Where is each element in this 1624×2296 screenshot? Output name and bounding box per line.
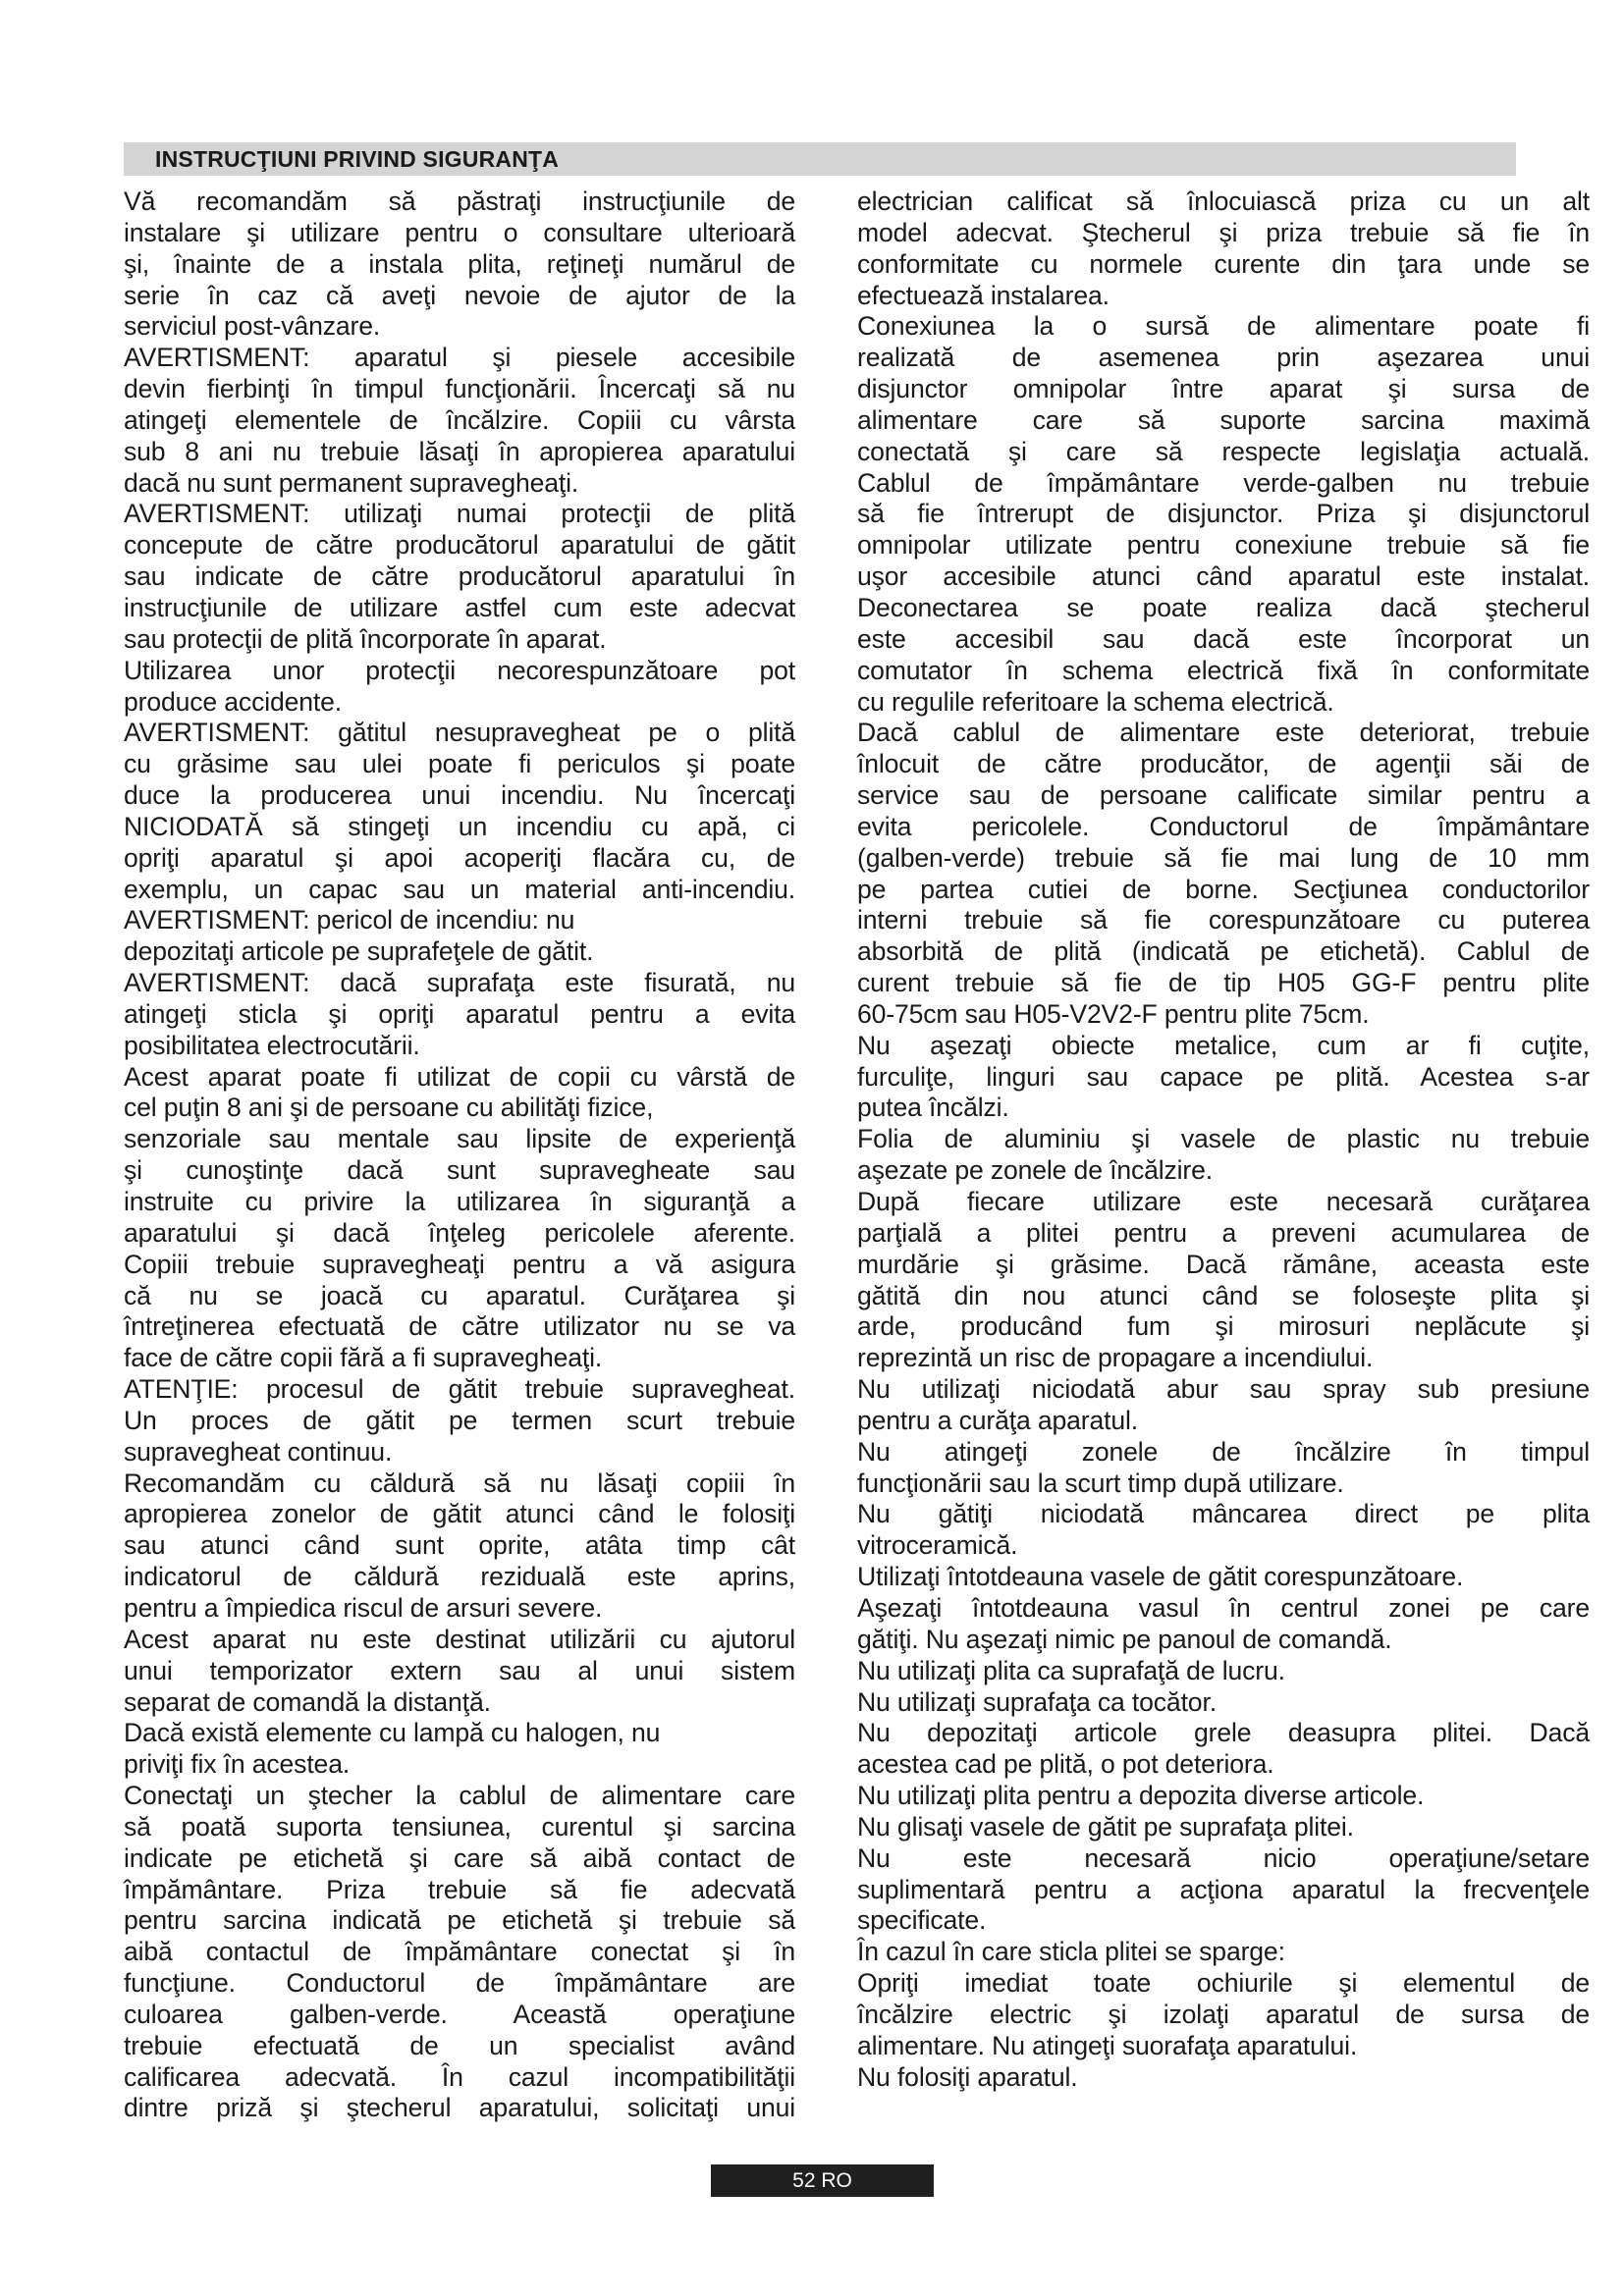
- text-line: priviţi fix în acestea.: [124, 1749, 351, 1780]
- text-line: aparatului şi dacă înţeleg pericolele aferente.: [124, 1217, 795, 1248]
- text-line: sau protecţii de plită încorporate în aparat.: [124, 623, 607, 654]
- text-line: Nu aşezaţi obiecte metalice, cum ar fi cuţite,: [857, 1030, 1590, 1060]
- text-line: electrician calificat să înlocuiască priza cu un alt: [857, 187, 1590, 216]
- text-line: specificate.: [857, 1905, 987, 1936]
- text-line: realizată de asemenea prin aşezarea unui: [857, 343, 1590, 373]
- text-line: atingeţi elementele de încălzire. Copiii cu vârsta: [124, 404, 795, 435]
- text-line: AVERTISMENT: gătitul nesupravegheat pe o plită: [124, 718, 795, 748]
- text-line: acestea cad pe plită, o pot deteriora.: [857, 1749, 1274, 1780]
- text-line: omnipolar utilizate pentru conexiune trebuie să fie: [857, 530, 1590, 561]
- text-line: model adecvat. Ştecherul şi priza trebuie să fie în: [857, 217, 1590, 247]
- text-line: curent trebuie să fie de tip H05 GG-F pentru plite: [857, 968, 1590, 998]
- text-line: AVERTISMENT: dacă suprafaţa este fisurată, nu: [124, 968, 795, 998]
- text-line: apropierea zonelor de gătit atunci când le folosiţi: [124, 1499, 795, 1529]
- text-line: Dacă cablul de alimentare este deteriorat, trebuie: [857, 718, 1590, 748]
- text-line: exemplu, un capac sau un material anti-incendiu.: [124, 874, 795, 904]
- text-line: posibilitatea electrocutării.: [124, 1030, 420, 1060]
- text-line: reprezintă un risc de propagare a incendiului.: [857, 1343, 1374, 1373]
- text-line: devin fierbinţi în timpul funcţionării. Încercaţi să nu: [124, 374, 795, 404]
- text-line: Vă recomandăm să păstraţi instrucţiunile de: [124, 187, 795, 216]
- text-line: Opriţi imediat toate ochiurile şi elementul de: [857, 1968, 1590, 1999]
- text-line: absorbită de plită (indicată pe etichetă). Cablul de: [857, 936, 1590, 967]
- text-line: senzoriale sau mentale sau lipsite de experienţă: [124, 1124, 795, 1154]
- text-line: Utilizarea unor protecţii necorespunzătoare pot: [124, 655, 795, 685]
- text-line: ATENŢIE: procesul de gătit trebuie supravegheat.: [124, 1374, 795, 1405]
- text-line: funcţionării sau la scurt timp după utilizare.: [857, 1468, 1344, 1498]
- text-line: aibă contactul de împământare conectat şi în: [124, 1937, 795, 1967]
- text-line: separat de comandă la distanţă.: [124, 1686, 491, 1717]
- text-line: serie în caz că aveţi nevoie de ajutor de la: [124, 280, 795, 310]
- text-line: În cazul în care sticla plitei se sparge:: [857, 1937, 1285, 1967]
- text-line: Nu utilizaţi suprafaţa ca tocător.: [857, 1686, 1217, 1717]
- text-line: întreţinerea efectuată de către utilizator nu se va: [124, 1311, 795, 1342]
- text-line: cu regulile referitoare la schema electrică.: [857, 686, 1334, 717]
- text-line: uşor accesibile atunci când aparatul este instalat.: [857, 561, 1590, 592]
- text-line: unui temporizator extern sau al unui sistem: [124, 1655, 795, 1685]
- text-line: comutator în schema electrică fixă în conformitate: [857, 655, 1590, 685]
- text-line: supravegheat continuu.: [124, 1436, 393, 1467]
- text-line: gătită din nou atunci când se foloseşte plita şi: [857, 1280, 1590, 1310]
- text-line: pentru sarcina indicată pe etichetă şi trebuie să: [124, 1905, 795, 1936]
- text-line: arde, producând fum şi mirosuri neplăcute şi: [857, 1311, 1590, 1342]
- text-line: Nu este necesară nicio operaţiune/setare: [857, 1842, 1590, 1873]
- text-line: opriţi aparatul şi apoi acoperiţi flacăra cu, de: [124, 842, 795, 873]
- text-line: calificarea adecvată. În cazul incompatibilităţii: [124, 2061, 795, 2092]
- text-line: pentru a împiedica riscul de arsuri severe.: [124, 1592, 603, 1623]
- text-line: încălzire electric şi izolaţi aparatul de sursa de: [857, 1999, 1590, 2029]
- text-line: cel puţin 8 ani şi de persoane cu abilităţi fizice,: [124, 1093, 654, 1123]
- text-line: Conectaţi un ştecher la cablul de alimentare care: [124, 1781, 795, 1811]
- text-line: Aşezaţi întotdeauna vasul în centrul zonei pe care: [857, 1592, 1590, 1623]
- text-line: şi cunoştinţe dacă sunt supravegheate sau: [124, 1155, 795, 1186]
- text-line: atingeţi sticla şi opriţi aparatul pentru a evita: [124, 998, 795, 1029]
- text-line: culoarea galben-verde. Această operaţiune: [124, 1999, 795, 2029]
- text-line: Un proces de gătit pe termen scurt trebuie: [124, 1405, 795, 1435]
- text-line: conectată şi care să respecte legislaţia actuală.: [857, 436, 1590, 466]
- section-title: INSTRUCŢIUNI PRIVIND SIGURANŢA: [155, 146, 560, 172]
- text-line: Nu gătiţi niciodată mâncarea direct pe plita: [857, 1499, 1590, 1529]
- text-line: vitroceramică.: [857, 1530, 1018, 1561]
- text-line: murdărie şi grăsime. Dacă rămâne, aceasta este: [857, 1249, 1590, 1279]
- text-line: Nu depozitaţi articole grele deasupra plitei. Dacă: [857, 1718, 1590, 1748]
- text-line: NICIODATĂ să stingeţi un incendiu cu apă, ci: [124, 811, 795, 841]
- text-line: împământare. Priza trebuie să fie adecvată: [124, 1874, 795, 1904]
- page-number: 52 RO: [792, 2169, 852, 2192]
- text-line: AVERTISMENT: pericol de incendiu: nu: [124, 905, 575, 935]
- text-line: este accesibil sau dacă este încorporat un: [857, 623, 1590, 654]
- text-line: gătiţi. Nu aşezaţi nimic pe panoul de comandă.: [857, 1624, 1392, 1654]
- text-line: Nu atingeţi zonele de încălzire în timpul: [857, 1436, 1590, 1467]
- text-line: alimentare. Nu atingeţi suorafaţa aparatului.: [857, 2030, 1358, 2060]
- text-line: Nu folosiţi aparatul.: [857, 2061, 1078, 2092]
- text-line: AVERTISMENT: utilizaţi numai protecţii de plită: [124, 499, 795, 529]
- text-line: (galben-verde) trebuie să fie mai lung de 10 mm: [857, 842, 1590, 873]
- text-line: cu grăsime sau ulei poate fi periculos şi poate: [124, 749, 795, 779]
- page-number-bar: [711, 2164, 934, 2197]
- text-line: aşezate pe zonele de încălzire.: [857, 1155, 1213, 1186]
- text-line: Copiii trebuie supravegheaţi pentru a vă asigura: [124, 1249, 795, 1279]
- text-line: Nu utilizaţi plita pentru a depozita diverse articole.: [857, 1781, 1425, 1811]
- text-line: instruite cu privire la utilizarea în siguranţă a: [124, 1187, 795, 1216]
- text-line: sub 8 ani nu trebuie lăsaţi în apropierea aparatului: [124, 436, 795, 466]
- text-line: Acest aparat nu este destinat utilizării cu ajutorul: [124, 1624, 795, 1654]
- text-line: alimentare care să suporte sarcina maximă: [857, 404, 1590, 435]
- text-line: service sau de persoane calificate similar pentru a: [857, 780, 1590, 811]
- text-line: face de către copii fără a fi supravegheaţi.: [124, 1343, 603, 1373]
- text-line: sau indicate de către producătorul aparatului în: [124, 561, 795, 592]
- text-line: înlocuit de către producător, de agenţii săi de: [857, 749, 1590, 779]
- text-line: şi, înainte de a instala plita, reţineţi numărul de: [124, 248, 795, 279]
- text-line: suplimentară pentru a acţiona aparatul la frecvenţele: [857, 1874, 1590, 1904]
- text-line: evita pericolele. Conductorul de împământare: [857, 811, 1590, 841]
- right-text-column: [857, 187, 1590, 2093]
- text-line: că nu se joacă cu aparatul. Curăţarea şi: [124, 1280, 795, 1310]
- text-line: Dacă există elemente cu lampă cu halogen, nu: [124, 1718, 661, 1748]
- text-line: indicate pe etichetă şi care să aibă contact de: [124, 1842, 795, 1873]
- section-header-bar: [124, 142, 1516, 176]
- text-line: Utilizaţi întotdeauna vasele de gătit corespunzătoare.: [857, 1562, 1464, 1592]
- text-line: depozitaţi articole pe suprafeţele de gătit.: [124, 936, 594, 967]
- text-line: dintre priză şi ştecherul aparatului, solicitaţi unui: [124, 2093, 795, 2123]
- text-line: Recomandăm cu căldură să nu lăsaţi copiii în: [124, 1468, 795, 1498]
- text-line: efectuează instalarea.: [857, 280, 1110, 310]
- text-line: instrucţiunile de utilizare astfel cum este adecvat: [124, 592, 795, 622]
- text-line: 60-75cm sau H05-V2V2-F pentru plite 75cm.: [857, 998, 1370, 1029]
- text-line: disjunctor omnipolar între aparat şi sursa de: [857, 374, 1590, 404]
- text-line: Cablul de împământare verde-galben nu trebuie: [857, 467, 1590, 498]
- text-line: indicatorul de căldură reziduală este aprins,: [124, 1562, 795, 1592]
- text-line: serviciul post-vânzare.: [124, 311, 381, 342]
- text-line: După fiecare utilizare este necesară curăţarea: [857, 1187, 1590, 1216]
- text-line: să poată suporta tensiunea, curentul şi sarcina: [124, 1811, 795, 1842]
- text-line: Acest aparat poate fi utilizat de copii cu vârstă de: [124, 1061, 795, 1092]
- text-line: Nu glisaţi vasele de gătit pe suprafaţa plitei.: [857, 1811, 1354, 1842]
- text-line: trebuie efectuată de un specialist având: [124, 2030, 795, 2060]
- text-line: Nu utilizaţi niciodată abur sau spray sub presiune: [857, 1374, 1590, 1405]
- text-line: concepute de către producătorul aparatului de gătit: [124, 530, 795, 561]
- text-line: să fie întrerupt de disjunctor. Priza şi disjunctorul: [857, 499, 1590, 529]
- text-line: pe partea cutiei de borne. Secţiunea conductorilor: [857, 874, 1590, 904]
- text-line: dacă nu sunt permanent supravegheaţi.: [124, 467, 579, 498]
- text-line: pentru a curăţa aparatul.: [857, 1405, 1139, 1435]
- text-line: parţială a plitei pentru a preveni acumularea de: [857, 1217, 1590, 1248]
- text-line: instalare şi utilizare pentru o consultare ulterioară: [124, 217, 795, 247]
- left-text-column: [124, 187, 795, 2124]
- text-line: interni trebuie să fie corespunzătoare cu puterea: [857, 905, 1590, 935]
- text-line: Deconectarea se poate realiza dacă ştecherul: [857, 592, 1590, 622]
- text-line: putea încălzi.: [857, 1093, 1009, 1123]
- text-line: Conexiunea la o sursă de alimentare poate fi: [857, 311, 1590, 342]
- text-line: AVERTISMENT: aparatul şi piesele accesibile: [124, 343, 795, 373]
- text-line: conformitate cu normele curente din ţara unde se: [857, 248, 1590, 279]
- text-line: sau atunci când sunt oprite, atâta timp cât: [124, 1530, 795, 1561]
- text-line: produce accidente.: [124, 686, 343, 717]
- text-line: duce la producerea unui incendiu. Nu încercaţi: [124, 780, 795, 811]
- text-line: funcţiune. Conductorul de împământare are: [124, 1968, 795, 1999]
- text-line: Folia de aluminiu şi vasele de plastic nu trebuie: [857, 1124, 1590, 1154]
- text-line: Nu utilizaţi plita ca suprafaţă de lucru.: [857, 1655, 1285, 1685]
- text-line: furculiţe, linguri sau capace pe plită. Acestea s-ar: [857, 1061, 1590, 1092]
